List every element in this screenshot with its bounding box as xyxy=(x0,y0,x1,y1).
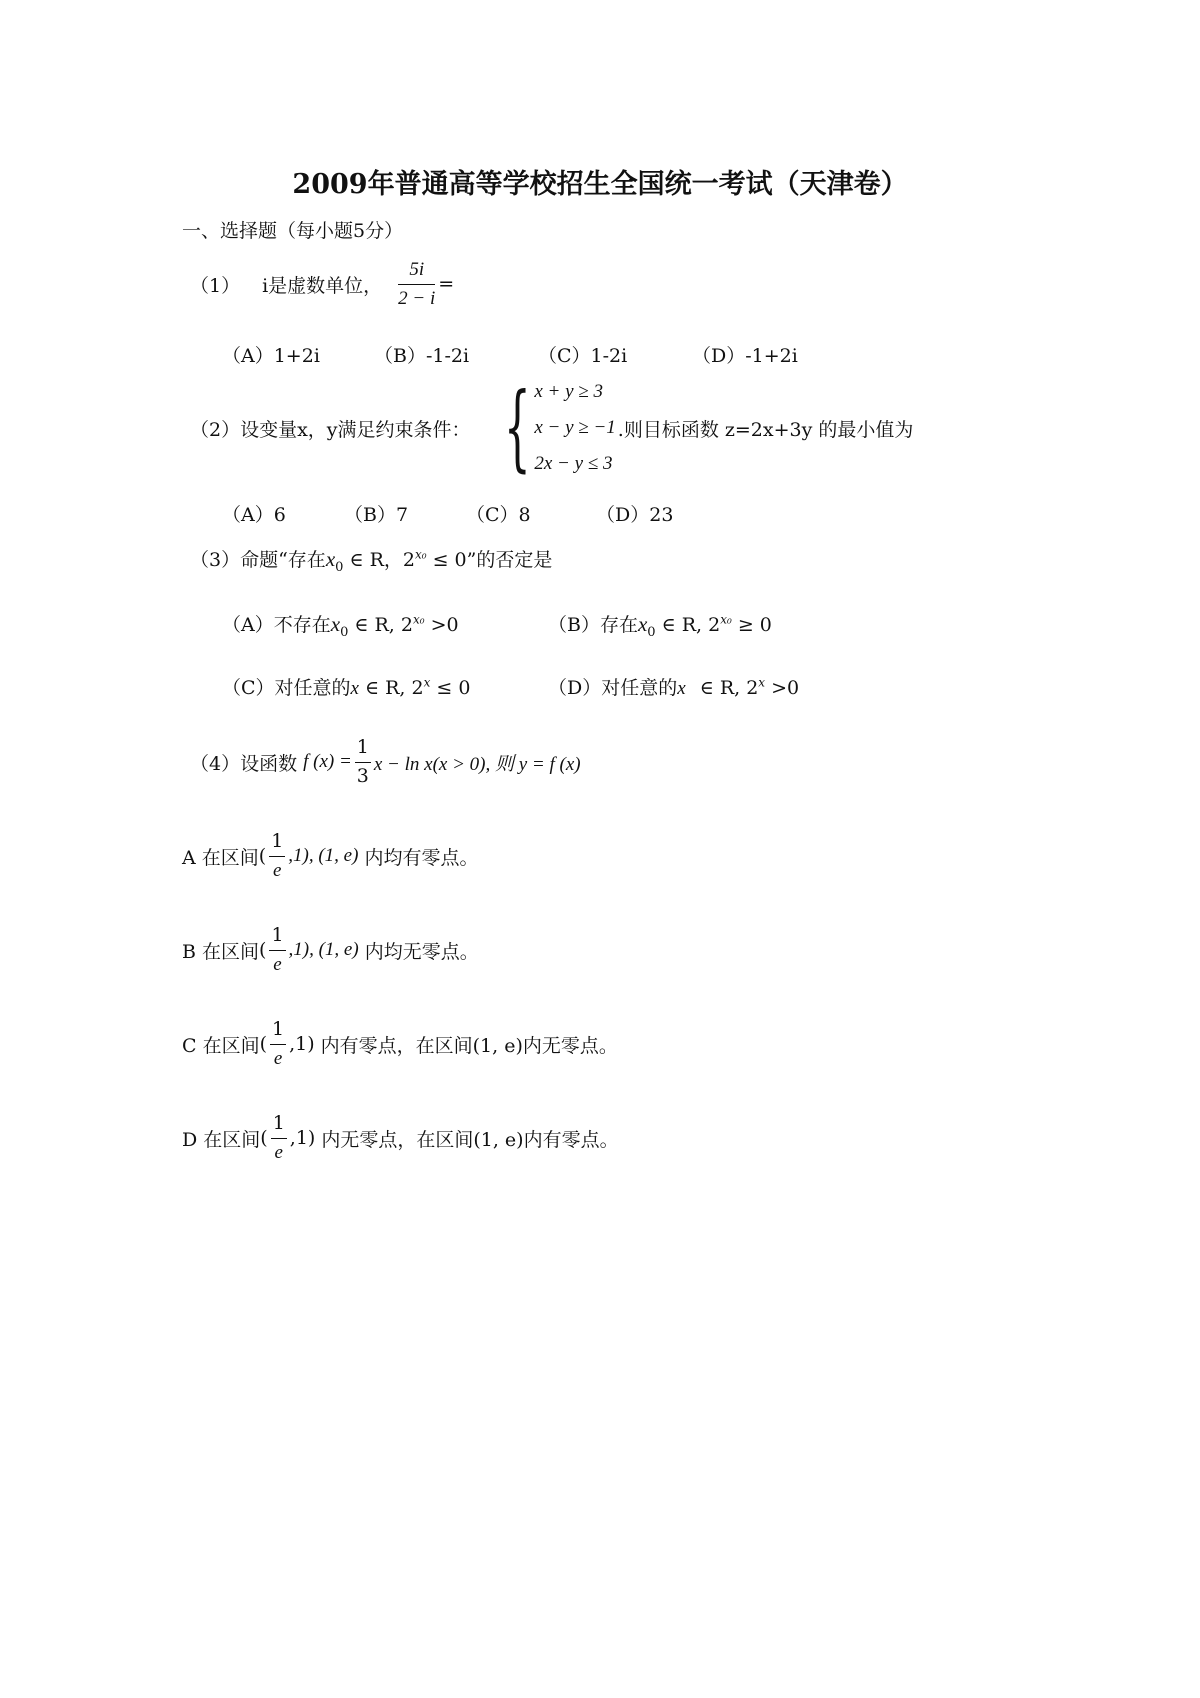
q4-option-b-frac xyxy=(269,924,285,977)
q4-option-c xyxy=(182,1018,618,1071)
q2-option-a: （A）6 xyxy=(222,504,286,526)
q4-option-a-frac-num: 1 xyxy=(269,830,285,857)
q1-text: i是虚数单位， xyxy=(262,274,383,297)
q3-mid: ∈ R，2 xyxy=(343,549,415,571)
page-title: 2009年普通高等学校招生全国统一考试（天津卷） xyxy=(292,169,908,200)
q4-pre: （4）设函数 xyxy=(190,752,298,775)
q3-option-c-exp: x xyxy=(423,675,431,690)
q3-option-b-var: x xyxy=(637,612,648,636)
q4-option-a-paren: ( xyxy=(258,845,267,868)
q3-option-a-exp: x₀ xyxy=(412,612,425,627)
q4-option-d-interval: ,1) xyxy=(289,1127,316,1150)
q3-option-a xyxy=(222,610,459,640)
q4-option-a-frac-den: e xyxy=(273,859,282,881)
q4-frac-num: 1 xyxy=(355,736,371,763)
q2-option-d: （D）23 xyxy=(596,504,674,526)
q1-option-b: （B）-1-2i xyxy=(374,345,470,367)
q1-option-c: （C）1-2i xyxy=(538,345,628,367)
question-3 xyxy=(190,545,552,575)
q3-option-b-exp: x₀ xyxy=(720,612,732,627)
q2-constraints xyxy=(534,374,615,482)
q4-option-b-paren: ( xyxy=(259,939,267,962)
q4-frac-den: 3 xyxy=(356,764,369,787)
q4-option-b-post: 内均无零点。 xyxy=(364,940,479,963)
q3-option-b-pre: （B）存在 xyxy=(548,614,638,636)
q2-constraint-2: x − y ≥ −1 xyxy=(534,417,616,438)
q1-fraction xyxy=(398,258,435,311)
q1-equals: = xyxy=(438,273,455,296)
q2-tail: .则目标函数 z=2x+3y 的最小值为 xyxy=(617,418,914,441)
q3-option-c-in: ∈ R, 2 xyxy=(358,677,424,699)
q2-option-c: （C）8 xyxy=(466,504,531,526)
q4-expr: x − ln x(x > 0), 则 y = f (x) xyxy=(373,753,581,775)
q2-option-b: （B）7 xyxy=(344,504,409,526)
q3-option-d xyxy=(548,673,799,700)
question-1 xyxy=(190,258,454,311)
q4-option-c-post: 内有零点，在区间(1, e)内无零点。 xyxy=(320,1034,618,1057)
q3-option-c-var: x xyxy=(350,678,359,699)
q1-frac-den: 2 − i xyxy=(398,287,436,309)
q3-option-d-post: >0 xyxy=(765,677,800,699)
q4-option-a-pre: A 在区间 xyxy=(182,846,259,869)
q3-sub: 0 xyxy=(335,559,344,575)
q4-option-b-interval: ,1), (1, e) xyxy=(288,939,359,961)
q4-fraction xyxy=(355,736,371,789)
q4-option-d-frac-den: e xyxy=(274,1141,283,1163)
q4-option-c-frac xyxy=(270,1018,286,1071)
q4-option-b-pre: B 在区间 xyxy=(182,940,260,963)
q4-option-a-interval: ,1), (1, e) xyxy=(288,845,359,867)
q3-option-d-pre: （D）对任意的 xyxy=(548,677,678,699)
q4-option-c-pre: C 在区间 xyxy=(182,1034,260,1057)
q3-option-a-var: x xyxy=(330,612,341,636)
q4-option-c-frac-num: 1 xyxy=(270,1018,286,1045)
q1-option-d: （D）-1+2i xyxy=(692,345,798,367)
q3-exp: x₀ xyxy=(414,547,427,562)
q4-option-c-paren: ( xyxy=(259,1033,267,1056)
q1-number: （1） xyxy=(190,274,241,297)
q3-option-b-sub: 0 xyxy=(647,624,656,640)
q4-option-b-frac-den: e xyxy=(273,953,282,975)
q4-fx: f (x) = xyxy=(303,751,352,773)
q4-option-b-frac-num: 1 xyxy=(269,924,285,951)
q4-option-d-frac xyxy=(271,1112,287,1165)
q3-option-b xyxy=(548,610,772,640)
q3-option-b-in: ∈ R, 2 xyxy=(655,614,721,636)
q2-constraint-3: 2x − y ≤ 3 xyxy=(534,453,613,474)
question-4 xyxy=(190,736,581,789)
q3-option-a-sub: 0 xyxy=(340,624,349,640)
q3-option-a-pre: （A）不存在 xyxy=(222,614,331,636)
q4-option-d-post: 内无零点，在区间(1, e)内有零点。 xyxy=(321,1128,619,1151)
q3-var: x xyxy=(325,547,336,571)
q4-option-d-paren: ( xyxy=(260,1127,268,1150)
question-2 xyxy=(190,374,913,482)
q2-constraint-1: x + y ≥ 3 xyxy=(534,381,603,402)
q4-option-d-frac-num: 1 xyxy=(271,1112,287,1139)
q3-option-c-pre: （C）对任意的 xyxy=(222,677,351,699)
q4-option-a xyxy=(182,830,478,883)
q4-option-a-post: 内均有零点。 xyxy=(364,846,479,869)
q4-option-c-interval: ,1) xyxy=(289,1033,315,1056)
q4-option-d-pre: D 在区间 xyxy=(182,1128,261,1151)
q3-option-c-post: ≤ 0 xyxy=(430,677,471,699)
q3-pre: （3）命题“存在 xyxy=(190,549,326,571)
q4-option-a-frac xyxy=(269,830,285,883)
q4-option-b xyxy=(182,924,479,977)
q4-option-d xyxy=(182,1112,619,1165)
section-heading: 一、选择题（每小题5分） xyxy=(182,220,404,242)
q3-option-d-exp: x xyxy=(758,675,766,690)
q2-text: （2）设变量x，y满足约束条件： xyxy=(190,418,471,441)
q3-post: ≤ 0”的否定是 xyxy=(426,549,553,571)
q1-option-a: （A）1+2i xyxy=(222,345,320,367)
q4-option-c-frac-den: e xyxy=(273,1047,283,1069)
q3-option-d-in: ∈ R, 2 xyxy=(693,677,759,699)
q3-option-c xyxy=(222,673,470,700)
brace-icon: { xyxy=(503,373,531,482)
q3-option-a-post: >0 xyxy=(424,614,459,636)
q3-option-a-in: ∈ R, 2 xyxy=(348,614,413,636)
q1-frac-num: 5i xyxy=(398,258,435,285)
q3-option-b-post: ≥ 0 xyxy=(731,614,772,636)
q3-option-d-var: x xyxy=(677,678,686,699)
